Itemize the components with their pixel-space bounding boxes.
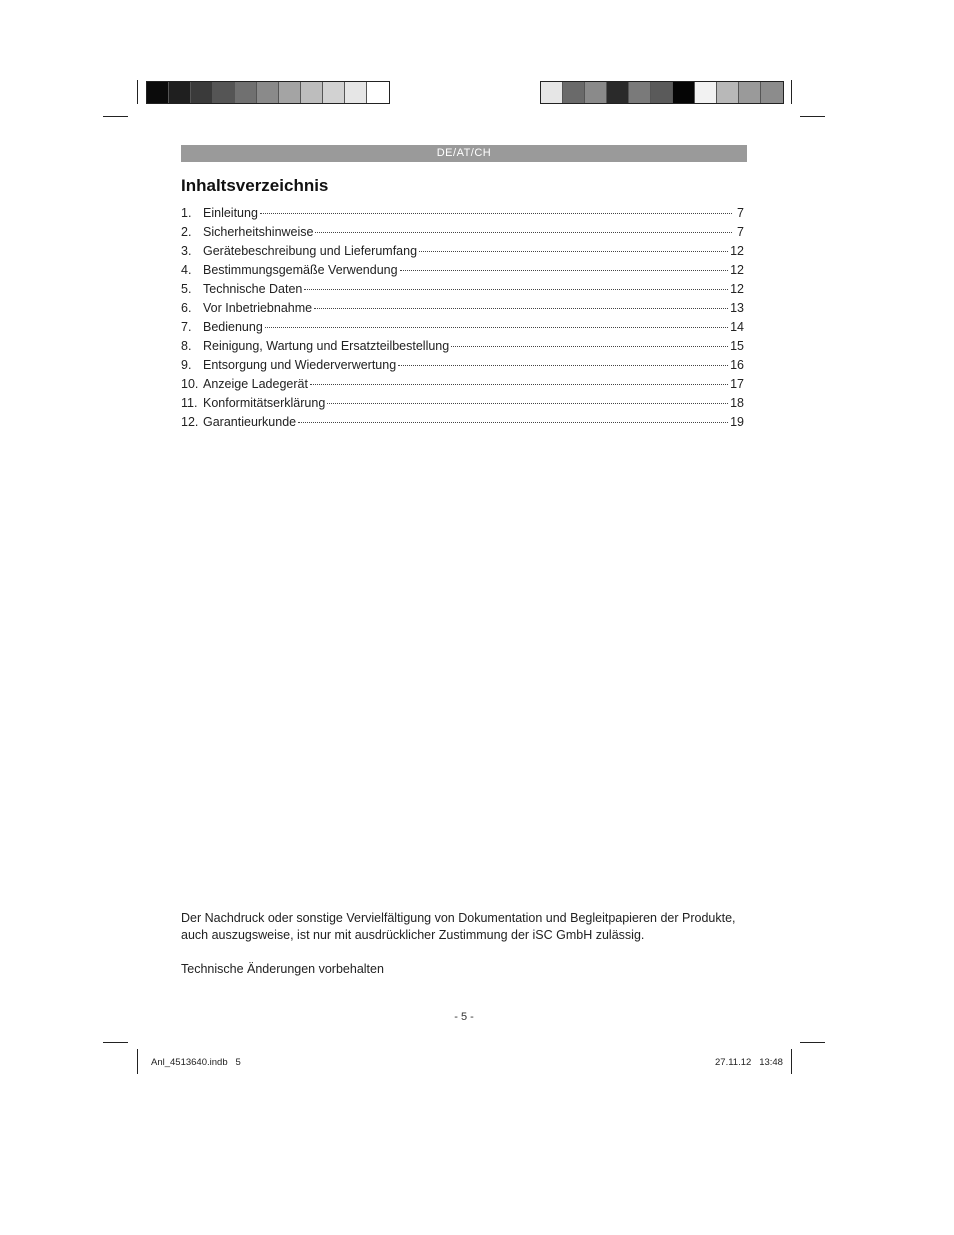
toc-entry-page: 7 (737, 225, 744, 239)
toc-entry-label: Gerätebeschreibung und Lieferumfang (203, 244, 418, 258)
toc-entry-number: 10. (181, 377, 199, 391)
color-bar-left-swatch (301, 82, 323, 103)
toc-entry-number: 8. (181, 339, 192, 353)
toc-dot-leader (304, 288, 728, 290)
toc-entry-page: 12 (730, 282, 744, 296)
color-bar-right-swatch (761, 82, 783, 103)
color-bar-left-swatch (323, 82, 345, 103)
page-title: Inhaltsverzeichnis (181, 176, 329, 195)
toc-entry-label: Einleitung (203, 206, 258, 220)
toc-entry (181, 394, 744, 413)
color-bar-right-swatch (673, 82, 695, 103)
color-bar-right-swatch (651, 82, 673, 103)
toc-entry (181, 337, 744, 356)
toc-entry-label: Bestimmungsgemäße Verwendung (203, 263, 398, 277)
toc-entry-page: 19 (730, 415, 744, 429)
reprint-notice-line-1: Der Nachdruck oder sonstige Vervielfältigung von Dokumentation und Begleitpapieren der Produkte, (181, 911, 736, 925)
color-bar-left (146, 81, 390, 104)
toc-entry-number: 5. (181, 282, 192, 296)
reprint-notice-line-2: auch auszugsweise, ist nur mit ausdrücklicher Zustimmung der iSC GmbH zulässig. (181, 928, 645, 942)
crop-mark-bottom-left-vertical (137, 1049, 138, 1074)
table-of-contents (181, 204, 744, 432)
toc-entry-number: 4. (181, 263, 192, 277)
toc-entry (181, 204, 744, 223)
toc-entry-label: Garantieurkunde (203, 415, 297, 429)
color-bar-left-swatch (191, 82, 213, 103)
toc-dot-leader (327, 402, 728, 404)
crop-mark-top-right-vertical (791, 80, 792, 104)
color-bar-right (540, 81, 784, 104)
toc-entry (181, 261, 744, 280)
slug-date-time: 27.11.12 13:48 (715, 1057, 783, 1068)
toc-entry (181, 242, 744, 261)
toc-entry (181, 356, 744, 375)
toc-entry-label: Reinigung, Wartung und Ersatzteilbestellung (203, 339, 450, 353)
color-bar-right-swatch (585, 82, 607, 103)
toc-entry-number: 12. (181, 415, 199, 429)
crop-mark-bottom-left-horizontal (103, 1042, 128, 1043)
color-bar-left-swatch (169, 82, 191, 103)
toc-dot-leader (400, 269, 729, 271)
toc-dot-leader (398, 364, 728, 366)
toc-entry (181, 299, 744, 318)
toc-entry-page: 16 (730, 358, 744, 372)
toc-entry (181, 375, 744, 394)
toc-entry-number: 11. (181, 396, 198, 410)
color-bar-left-swatch (345, 82, 367, 103)
toc-entry-page: 7 (737, 206, 744, 220)
toc-entry-label: Konformitätserklärung (203, 396, 326, 410)
color-bar-right-swatch (629, 82, 651, 103)
technical-changes-notice: Technische Änderungen vorbehalten (181, 962, 384, 976)
toc-entry-label: Technische Daten (203, 282, 303, 296)
toc-entry-number: 7. (181, 320, 192, 334)
toc-entry-label: Vor Inbetriebnahme (203, 301, 313, 315)
color-bar-left-swatch (279, 82, 301, 103)
toc-entry-page: 12 (730, 244, 744, 258)
toc-entry-label: Sicherheitshinweise (203, 225, 314, 239)
toc-entry-page: 13 (730, 301, 744, 315)
color-bar-left-swatch (367, 82, 389, 103)
crop-mark-top-left-horizontal (103, 116, 128, 117)
color-bar-right-swatch (739, 82, 761, 103)
toc-entry-number: 6. (181, 301, 192, 315)
crop-mark-bottom-right-horizontal (800, 1042, 825, 1043)
color-bar-right-swatch (717, 82, 739, 103)
toc-entry (181, 223, 744, 242)
toc-entry-label: Entsorgung und Wiederverwertung (203, 358, 397, 372)
slug-file-name: Anl_4513640.indb 5 (151, 1057, 241, 1068)
toc-entry (181, 280, 744, 299)
crop-mark-top-right-horizontal (800, 116, 825, 117)
toc-entry-label: Bedienung (203, 320, 263, 334)
toc-dot-leader (298, 421, 728, 423)
toc-entry (181, 318, 744, 337)
color-bar-right-swatch (695, 82, 717, 103)
toc-dot-leader (451, 345, 728, 347)
toc-entry-page: 14 (730, 320, 744, 334)
page-number: - 5 - (454, 1011, 474, 1023)
color-bar-left-swatch (147, 82, 169, 103)
region-header-band: DE/AT/CH (181, 145, 747, 162)
color-bar-right-swatch (541, 82, 563, 103)
toc-dot-leader (310, 383, 728, 385)
toc-dot-leader (315, 231, 732, 233)
color-bar-left-swatch (235, 82, 257, 103)
toc-entry-page: 12 (730, 263, 744, 277)
toc-dot-leader (265, 326, 728, 328)
toc-entry-number: 1. (181, 206, 192, 220)
color-bar-left-swatch (213, 82, 235, 103)
color-bar-right-swatch (607, 82, 629, 103)
color-bar-left-swatch (257, 82, 279, 103)
crop-mark-bottom-right-vertical (791, 1049, 792, 1074)
toc-entry-number: 3. (181, 244, 192, 258)
toc-entry-page: 18 (730, 396, 744, 410)
toc-entry-number: 2. (181, 225, 192, 239)
toc-dot-leader (314, 307, 728, 309)
toc-dot-leader (260, 212, 732, 214)
color-bar-right-swatch (563, 82, 585, 103)
toc-entry (181, 413, 744, 432)
toc-entry-page: 17 (730, 377, 744, 391)
toc-dot-leader (419, 250, 728, 252)
toc-entry-page: 15 (730, 339, 744, 353)
toc-entry-label: Anzeige Ladegerät (203, 377, 308, 391)
crop-mark-top-left-vertical (137, 80, 138, 104)
toc-entry-number: 9. (181, 358, 192, 372)
